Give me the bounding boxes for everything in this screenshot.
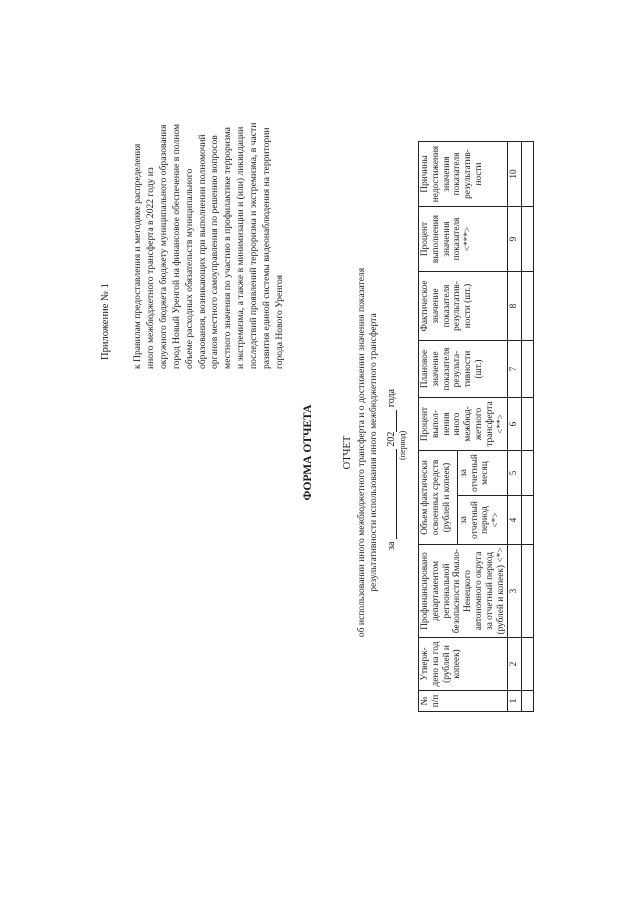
header-percent-indicator: Процент выполнения значения показателя <***>: [419, 207, 508, 272]
empty-cell: [522, 272, 534, 341]
year-blank: [386, 410, 397, 432]
empty-cell: [522, 451, 534, 496]
preamble-line: город Новый Уренгой на финансовое обеспечение в полном: [170, 123, 182, 369]
preamble: [132, 9, 287, 369]
preamble-line: органов местного самоуправления по решению вопросов: [209, 135, 221, 369]
header-approved: Утверж-дено на год (рублей и копеек): [419, 638, 508, 691]
col-number: 10: [508, 142, 522, 207]
empty-cell: [522, 341, 534, 398]
col-number: 5: [508, 451, 522, 496]
report-subtitle-line-1: об использовании иного межбюджетного трансферта и о достижении значения показателя: [356, 267, 367, 638]
form-title: ФОРМА ОТЧЕТА: [302, 404, 314, 501]
period-line: [386, 389, 397, 550]
header-spent-period: за отчетный период <*>: [457, 496, 508, 545]
empty-cell: [522, 398, 534, 451]
preamble-line: иного межбюджетного трансферта в 2022 году из: [144, 167, 156, 369]
empty-cell: [522, 638, 534, 691]
empty-cell: [522, 691, 534, 712]
year-suffix: года: [386, 389, 397, 408]
empty-data-row: [522, 142, 534, 712]
header-row-1: [419, 142, 458, 712]
header-financed: Профинансировано департаментом региональной безопасности Ямало-Ненецкого автономного округа за отчетный период (рублей и копеек) <*>: [419, 545, 508, 638]
preamble-line: и экстремизма, а также в минимизации и (или) ликвидации: [235, 126, 247, 369]
report-title: ОТЧЕТ: [342, 435, 353, 470]
header-actual: Фактическое значение показателя результатив-ности (шт.): [419, 272, 508, 341]
column-numbers-row: [508, 142, 522, 712]
report-subtitle-line-2: результативности использования иного межбюджетного трансферта: [368, 313, 379, 592]
appendix-label: Приложение № 1: [100, 283, 111, 360]
empty-cell: [522, 207, 534, 272]
preamble-line: образования, возникающих при выполнении полномочий: [196, 134, 208, 369]
preamble-line: местного значения по участию в профилактике терроризма: [222, 127, 234, 369]
za-label: за: [386, 541, 397, 550]
header-percent-transfer: Процент выпол-нения иного межбюд-жетного трансферта <**>: [419, 398, 508, 451]
year-prefix: 202: [386, 431, 397, 447]
empty-cell: [522, 496, 534, 545]
report-table: [418, 141, 534, 712]
empty-cell: [522, 142, 534, 207]
col-number: 7: [508, 341, 522, 398]
header-spent-month: за отчетный месяц: [457, 451, 508, 496]
col-number: 1: [508, 691, 522, 712]
col-number: 3: [508, 545, 522, 638]
preamble-line: города Нового Уренгоя: [273, 274, 285, 369]
preamble-line: развития единой системы видеонаблюдения на территории: [261, 127, 273, 369]
header-spent: Объем фактически освоенных средств (рублей и копеек): [419, 451, 458, 545]
col-number: 9: [508, 207, 522, 272]
preamble-line: последствий проявлений терроризма и экстремизма, в части: [248, 122, 260, 369]
preamble-line: к Правилам предоставления и методике распределения: [132, 143, 143, 369]
preamble-line: объеме расходных обязательств муниципального: [183, 168, 195, 369]
col-number: 6: [508, 398, 522, 451]
col-number: 8: [508, 272, 522, 341]
report-subtitle: [356, 0, 380, 905]
preamble-line: окружного бюджета бюджету муниципального образования: [157, 124, 169, 369]
period-blank: [386, 449, 397, 539]
header-reasons: Причины недостижения значения показателя результатив-ности: [419, 142, 508, 207]
empty-cell: [522, 545, 534, 638]
header-no: № п/п: [419, 691, 508, 712]
col-number: 2: [508, 638, 522, 691]
header-planned: Плановое значение показателя результа-тивности (шт.): [419, 341, 508, 398]
col-number: 4: [508, 496, 522, 545]
period-caption: (период): [398, 430, 407, 460]
